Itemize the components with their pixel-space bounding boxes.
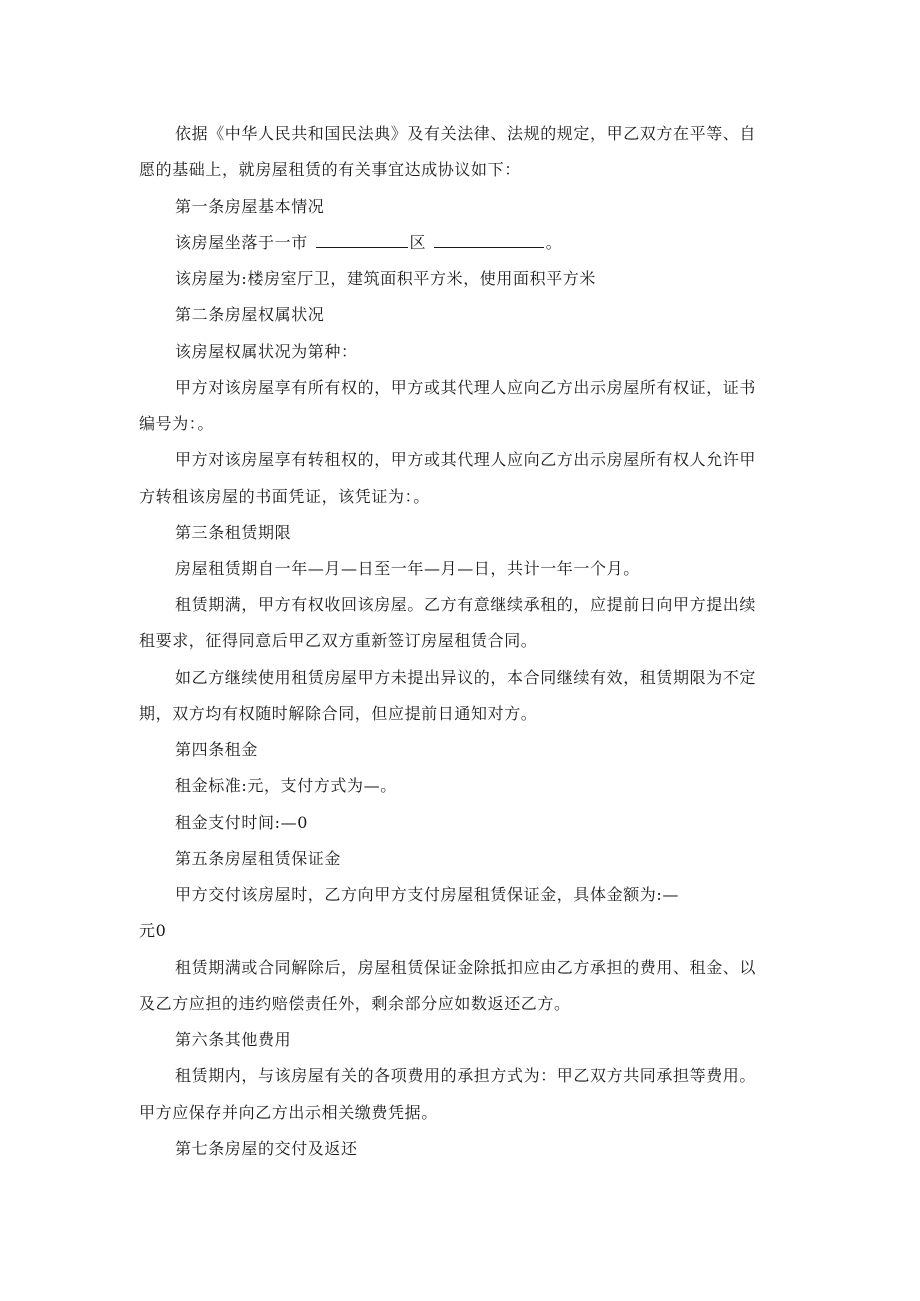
section-heading: 第三条租赁期限 bbox=[175, 523, 292, 542]
location-line bbox=[175, 233, 562, 253]
paragraph-line: 依据《中华人民共和国民法典》及有关法律、法规的规定，甲乙双方在平等、自 bbox=[175, 124, 757, 143]
paragraph-line: 该房屋为:楼房室厅卫，建筑面积平方米，使用面积平方米 bbox=[175, 269, 596, 288]
paragraph-line: 愿的基础上，就房屋租赁的有关事宜达成协议如下： bbox=[139, 160, 521, 179]
paragraph-line: 租金标准:元，支付方式为—。 bbox=[175, 776, 397, 795]
paragraph-line: 甲方交付该房屋时，乙方向甲方支付房屋租赁保证金，具体金额为:— bbox=[175, 885, 679, 904]
paragraph-line: 甲方应保存并向乙方出示相关缴费凭据。 bbox=[139, 1103, 438, 1122]
paragraph-line: 编号为：。 bbox=[139, 414, 215, 433]
paragraph-line: 方转租该房屋的书面凭证，该凭证为：。 bbox=[139, 487, 430, 506]
location-suffix: 。 bbox=[545, 233, 563, 252]
section-heading: 第六条其他费用 bbox=[175, 1030, 292, 1049]
section-heading: 第五条房屋租赁保证金 bbox=[175, 849, 342, 868]
paragraph-line: 甲方对该房屋享有转租权的，甲方或其代理人应向乙方出示房屋所有权人允许甲 bbox=[175, 450, 757, 469]
location-district: 区 bbox=[409, 233, 427, 252]
district-blank bbox=[434, 233, 544, 248]
paragraph-line: 该房屋权属状况为第种： bbox=[175, 342, 358, 361]
paragraph-line: 元0 bbox=[139, 921, 167, 940]
paragraph-line: 房屋租赁期自一年—月—日至一年—月—日，共计一年一个月。 bbox=[175, 559, 640, 578]
city-blank bbox=[316, 233, 408, 248]
section-heading: 第七条房屋的交付及返还 bbox=[175, 1139, 358, 1158]
paragraph-line: 租金支付时间:—0 bbox=[175, 813, 308, 832]
paragraph-line: 租要求，征得同意后甲乙双方重新签订房屋租赁合同。 bbox=[139, 631, 538, 650]
section-heading: 第二条房屋权属状况 bbox=[175, 305, 325, 324]
paragraph-line: 租赁期内，与该房屋有关的各项费用的承担方式为：甲乙双方共同承担等费用。 bbox=[175, 1066, 757, 1085]
paragraph-line: 租赁期满或合同解除后，房屋租赁保证金除抵扣应由乙方承担的费用、租金、以 bbox=[175, 958, 757, 977]
section-heading: 第四条租金 bbox=[175, 740, 259, 759]
section-heading: 第一条房屋基本情况 bbox=[175, 197, 325, 216]
location-prefix: 该房屋坐落于一市 bbox=[175, 233, 308, 252]
paragraph-line: 租赁期满，甲方有权收回该房屋。乙方有意继续承租的，应提前日向甲方提出续 bbox=[175, 595, 757, 614]
paragraph-line: 如乙方继续使用租赁房屋甲方未提出异议的，本合同继续有效，租赁期限为不定 bbox=[175, 668, 757, 687]
paragraph-line: 甲方对该房屋享有所有权的，甲方或其代理人应向乙方出示房屋所有权证，证书 bbox=[175, 378, 757, 397]
paragraph-line: 及乙方应担的违约赔偿责任外，剩余部分应如数返还乙方。 bbox=[139, 994, 571, 1013]
paragraph-line: 期，双方均有权随时解除合同，但应提前日通知对方。 bbox=[139, 704, 538, 723]
